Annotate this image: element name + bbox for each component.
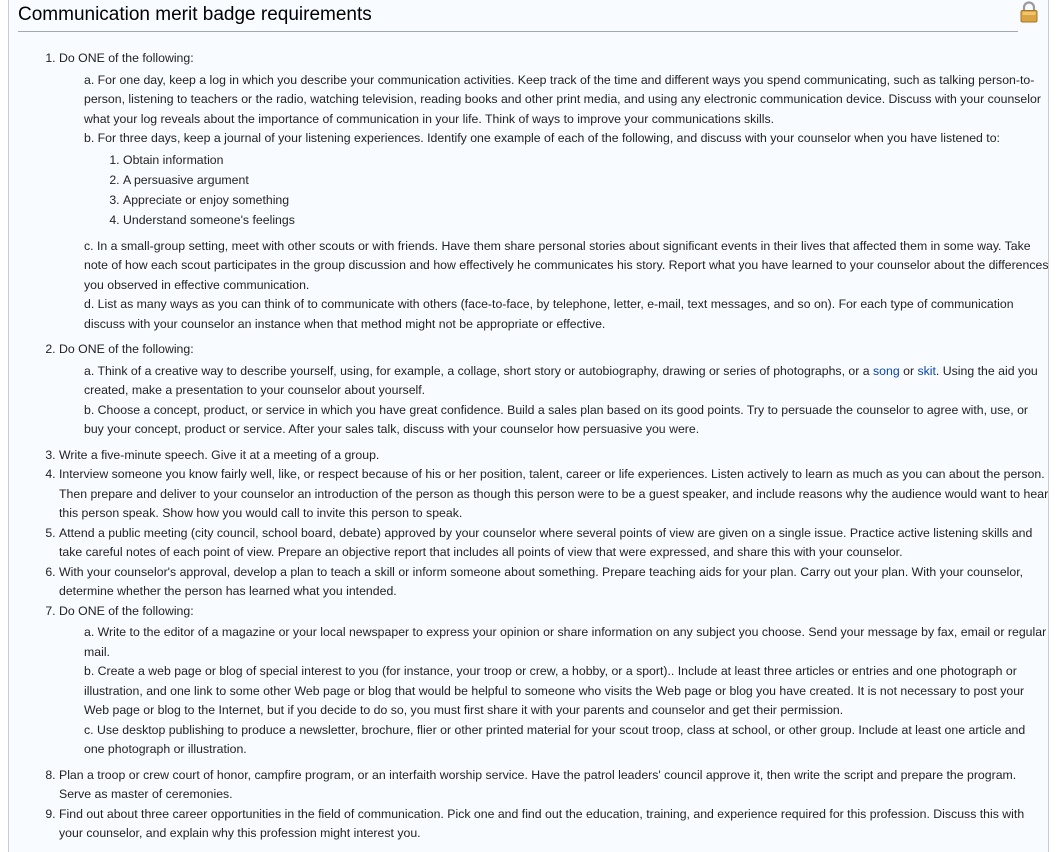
requirement-item: 5. Attend a public meeting (city council, school board, debate) approved by your counselor where several points of view are given on a single issue. Practice active listening skills and take careful notes of each point of view. Prepare an objective report that includes all points of view that were expressed, and share this with your counselor. xyxy=(59,524,1049,563)
list-item: 3. Appreciate or enjoy something xyxy=(123,190,1049,210)
requirement-item xyxy=(59,602,1049,760)
requirement-item: 4. Interview someone you know fairly well, like, or respect because of his or her position, talent, career or life experiences. Listen actively to learn as much as you can about the person. Then prepare and deliver to your counselor an introduction of the person as though this person were to be a guest speaker, and include reasons why the audience would want to hear this person speak. Show how you would call to invite this person to speak. xyxy=(59,465,1049,524)
list-item: 2. A persuasive argument xyxy=(123,170,1049,190)
requirements-list xyxy=(59,49,1049,844)
requirement-item: 8. Plan a troop or crew court of honor, campfire program, or an interfaith worship service. Have the patrol leaders' council approve it, then write the script and prepare the program. Serve as master of ceremonies. xyxy=(59,766,1049,805)
requirement-item: 9. Find out about three career opportunities in the field of communication. Pick one and find out the education, training, and experience required for this profession. Discuss this with your counselor, and explain why this profession might interest you. xyxy=(59,805,1049,844)
skit-link[interactable]: skit xyxy=(917,363,936,378)
requirement-text: Do ONE of the following: xyxy=(59,603,194,618)
requirement-item: 6. With your counselor's approval, develop a plan to teach a skill or inform someone about something. Prepare teaching aids for your plan. Carry out your plan. With your counselor, determine whether the person has learned what you intended. xyxy=(59,563,1049,602)
sub-requirement: b. Choose a concept, product, or service in which you have great confidence. Build a sales plan based on its good points. Try to persuade the counselor to agree with, use, or buy your concept, product or service. After your sales talk, discuss with your counselor how persuasive you were. xyxy=(84,402,1029,437)
page-title: Communication merit badge requirements xyxy=(18,3,1018,32)
sub-requirement xyxy=(84,129,1049,231)
sub-requirements xyxy=(84,71,1049,335)
sub-requirement: a. For one day, keep a log in which you describe your communication activities. Keep track of the time and different ways you spend communicating, such as talking person-to-person, listening to teachers or the radio, watching television, reading books and other print media, and using any electronic communication device. Discuss with your counselor what your log reveals about the importance of communication in your life. Think of ways to improve your communications skills. xyxy=(84,72,1041,126)
sub-requirement: c. Use desktop publishing to produce a newsletter, brochure, flier or other printed material for your scout troop, class at school, or other group. Include at least one article and one photograph or illustration. xyxy=(84,722,1026,757)
sub-requirement-text: . Using the aid you created, make a presentation to your counselor about yourself. xyxy=(84,363,1038,398)
sub-requirement xyxy=(84,362,1049,401)
song-link[interactable]: song xyxy=(873,363,900,378)
sub-requirements xyxy=(84,623,1049,760)
list-item: 4. Understand someone's feelings xyxy=(123,210,1049,230)
sub-requirement: c. In a small-group setting, meet with other scouts or with friends. Have them share personal stories about significant events in their lives that affected them in some way. Take note of how each scout participates in the group discussion and how effectively he communicates his story. Report what you have learned to your counselor about the differences you observed in effective communication. xyxy=(84,238,1049,292)
requirement-item xyxy=(59,340,1049,440)
lock-icon[interactable] xyxy=(1019,1,1039,23)
requirement-item: 3. Write a five-minute speech. Give it at a meeting of a group. xyxy=(59,446,1049,466)
sub-requirement-text: b. For three days, keep a journal of your listening experiences. Identify one example of each of the following, and discuss with your counselor when you have listened to: xyxy=(84,131,1000,145)
content-panel xyxy=(8,0,1049,852)
requirement-text: Do ONE of the following: xyxy=(59,51,194,65)
sub-requirement-text: or xyxy=(899,363,918,378)
listening-examples xyxy=(123,150,1049,231)
sub-requirements xyxy=(84,362,1049,440)
requirement-item xyxy=(59,49,1049,334)
sub-requirement: b. Create a web page or blog of special interest to you (for instance, your troop or crew, a hobby, or a sport).. Include at least three articles or entries and one photograph or illustration, and one link to some other Web page or blog that would be helpful to someone who visits the Web page or blog you have created. It is not necessary to post your Web page or blog to the Internet, but if you decide to do so, you must first share it with your parents and counselor and get their permission. xyxy=(84,664,1025,718)
sub-requirement: d. List as many ways as you can think of to communicate with others (face-to-face, by telephone, letter, e-mail, text messages, and so on). For each type of communication discuss with your counselor an instance when that method might not be appropriate or effective. xyxy=(84,297,1014,331)
requirement-text: Do ONE of the following: xyxy=(59,342,194,357)
sub-requirement-text: a. Think of a creative way to describe yourself, using, for example, a collage, short story or autobiography, drawing or series of photographs, or a xyxy=(84,363,874,378)
list-item: 1. Obtain information xyxy=(123,150,1049,170)
sub-requirement: a. Write to the editor of a magazine or your local newspaper to express your opinion or share information on any subject you choose. Send your message by fax, email or regular mail. xyxy=(84,625,1047,659)
